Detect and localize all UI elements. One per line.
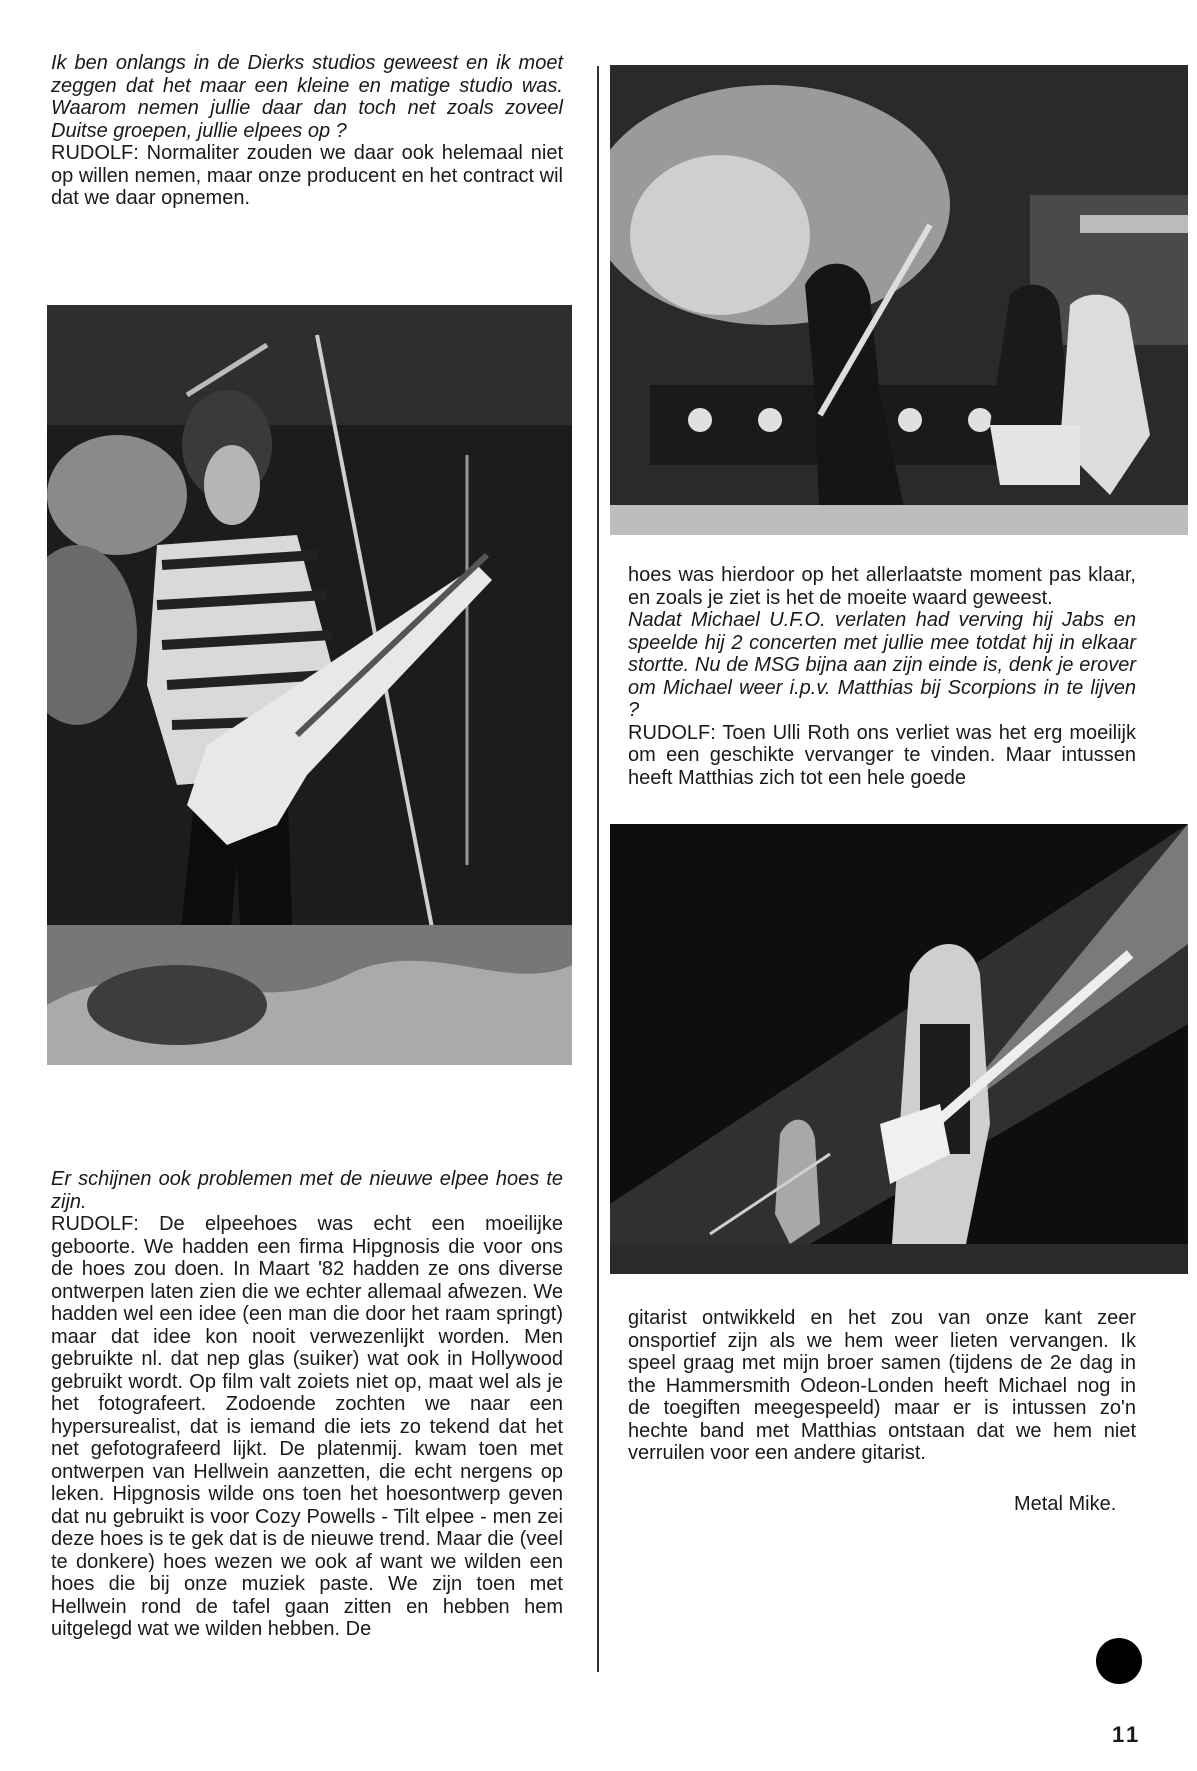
interview-answer: RUDOLF: Normaliter zouden we daar ook helemaal niet op willen nemen, maar onze producent en het contract wil dat we daar opnemen. — [51, 142, 563, 209]
interview-question: Ik ben onlangs in de Dierks studios geweest en ik moet zeggen dat het maar een kleine en matige studio was. Waarom nemen jullie daar dan toch net zoals zoveel Duitse groepen, jullie elpees op ? — [51, 52, 563, 142]
interview-answer-continued: gitarist ontwikkeld en het zou van onze kant zeer onsportief zijn als we hem weer lieten vervangen. Ik speel graag met mijn broer samen (tijdens de 2e dag in the Hammersmith Odeon-Londen heeft Michael nog in de toegiften meegespeeld) maar er is intussen zo'n hechte band met Matthias ontstaan dat we hem niet verruilen voor een andere gitarist. — [628, 1307, 1136, 1464]
intro-text-block — [51, 52, 563, 210]
interview-answer-continued: hoes was hierdoor op het allerlaatste moment pas klaar, en zoals je ziet is het de moeite waard geweest. — [628, 564, 1136, 609]
concert-photo-guitarist — [47, 305, 572, 1065]
column-divider — [597, 66, 599, 1672]
interview-question: Nadat Michael U.F.O. verlaten had verving hij Jabs en speelde hij 2 concerten met jullie mee totdat hij in elkaar stortte. Nu de MSG bijna aan zijn einde is, denk je erover om Michael weer i.p.v. Matthias bij Scorpions in te lijven ? — [628, 609, 1136, 721]
matthias-answer-text-block — [628, 1307, 1136, 1465]
concert-photo-spotlight-guitarist — [610, 824, 1188, 1274]
interview-answer: RUDOLF: Toen Ulli Roth ons verliet was het erg moeilijk om een geschikte vervanger te vinden. Maar intussen heeft Matthias zich tot een hele goede — [628, 721, 1136, 789]
michael-question-text-block — [628, 564, 1136, 789]
interview-answer: RUDOLF: De elpeehoes was echt een moeilijke geboorte. We hadden een firma Hipgnosis die voor ons de hoes zou doen. In Maart '82 hadden ze ons diverse ontwerpen laten zien die we echter allemaal afwezen. We hadden wel een idee (een man die door het raam springt) maar dat idee kon nooit verwezenlijkt worden. Men gebruikte nl. dat nep glas (suiker) wat ook in Hollywood gebruikt wordt. Op film valt zoiets niet op, maat wel als je het fotografeert. Zodoende zochten we naar een hypersurealist, dat is iemand die iets zo tekend dat het net gefotografeerd lijkt. De platenmij. kwam toen met ontwerpen van Hellwein aanzetten, die echt nergens op leken. Hipgnosis wilde ons toen het hoesontwerp geven dat nu gebruikt is voor Cozy Powells - Tilt elpee - men zei deze hoes is te gek dat is de nieuwe trend. Maar die (veel te donkere) hoes wezen we ook af want we wilden een hoes die bij onze muziek paste. We zijn toen met Hellwein rond de tafel gaan zitten en hebben hem uitgelegd wat we wilden hebben. De — [51, 1213, 563, 1640]
end-of-article-bullet-icon — [1096, 1638, 1142, 1684]
concert-photo-band-stage — [610, 65, 1188, 535]
cover-story-text-block — [51, 1168, 563, 1641]
interview-question: Er schijnen ook problemen met de nieuwe elpee hoes te zijn. — [51, 1168, 563, 1213]
author-signature: Metal Mike. — [1014, 1493, 1117, 1515]
page-number: 11 — [1112, 1722, 1142, 1747]
